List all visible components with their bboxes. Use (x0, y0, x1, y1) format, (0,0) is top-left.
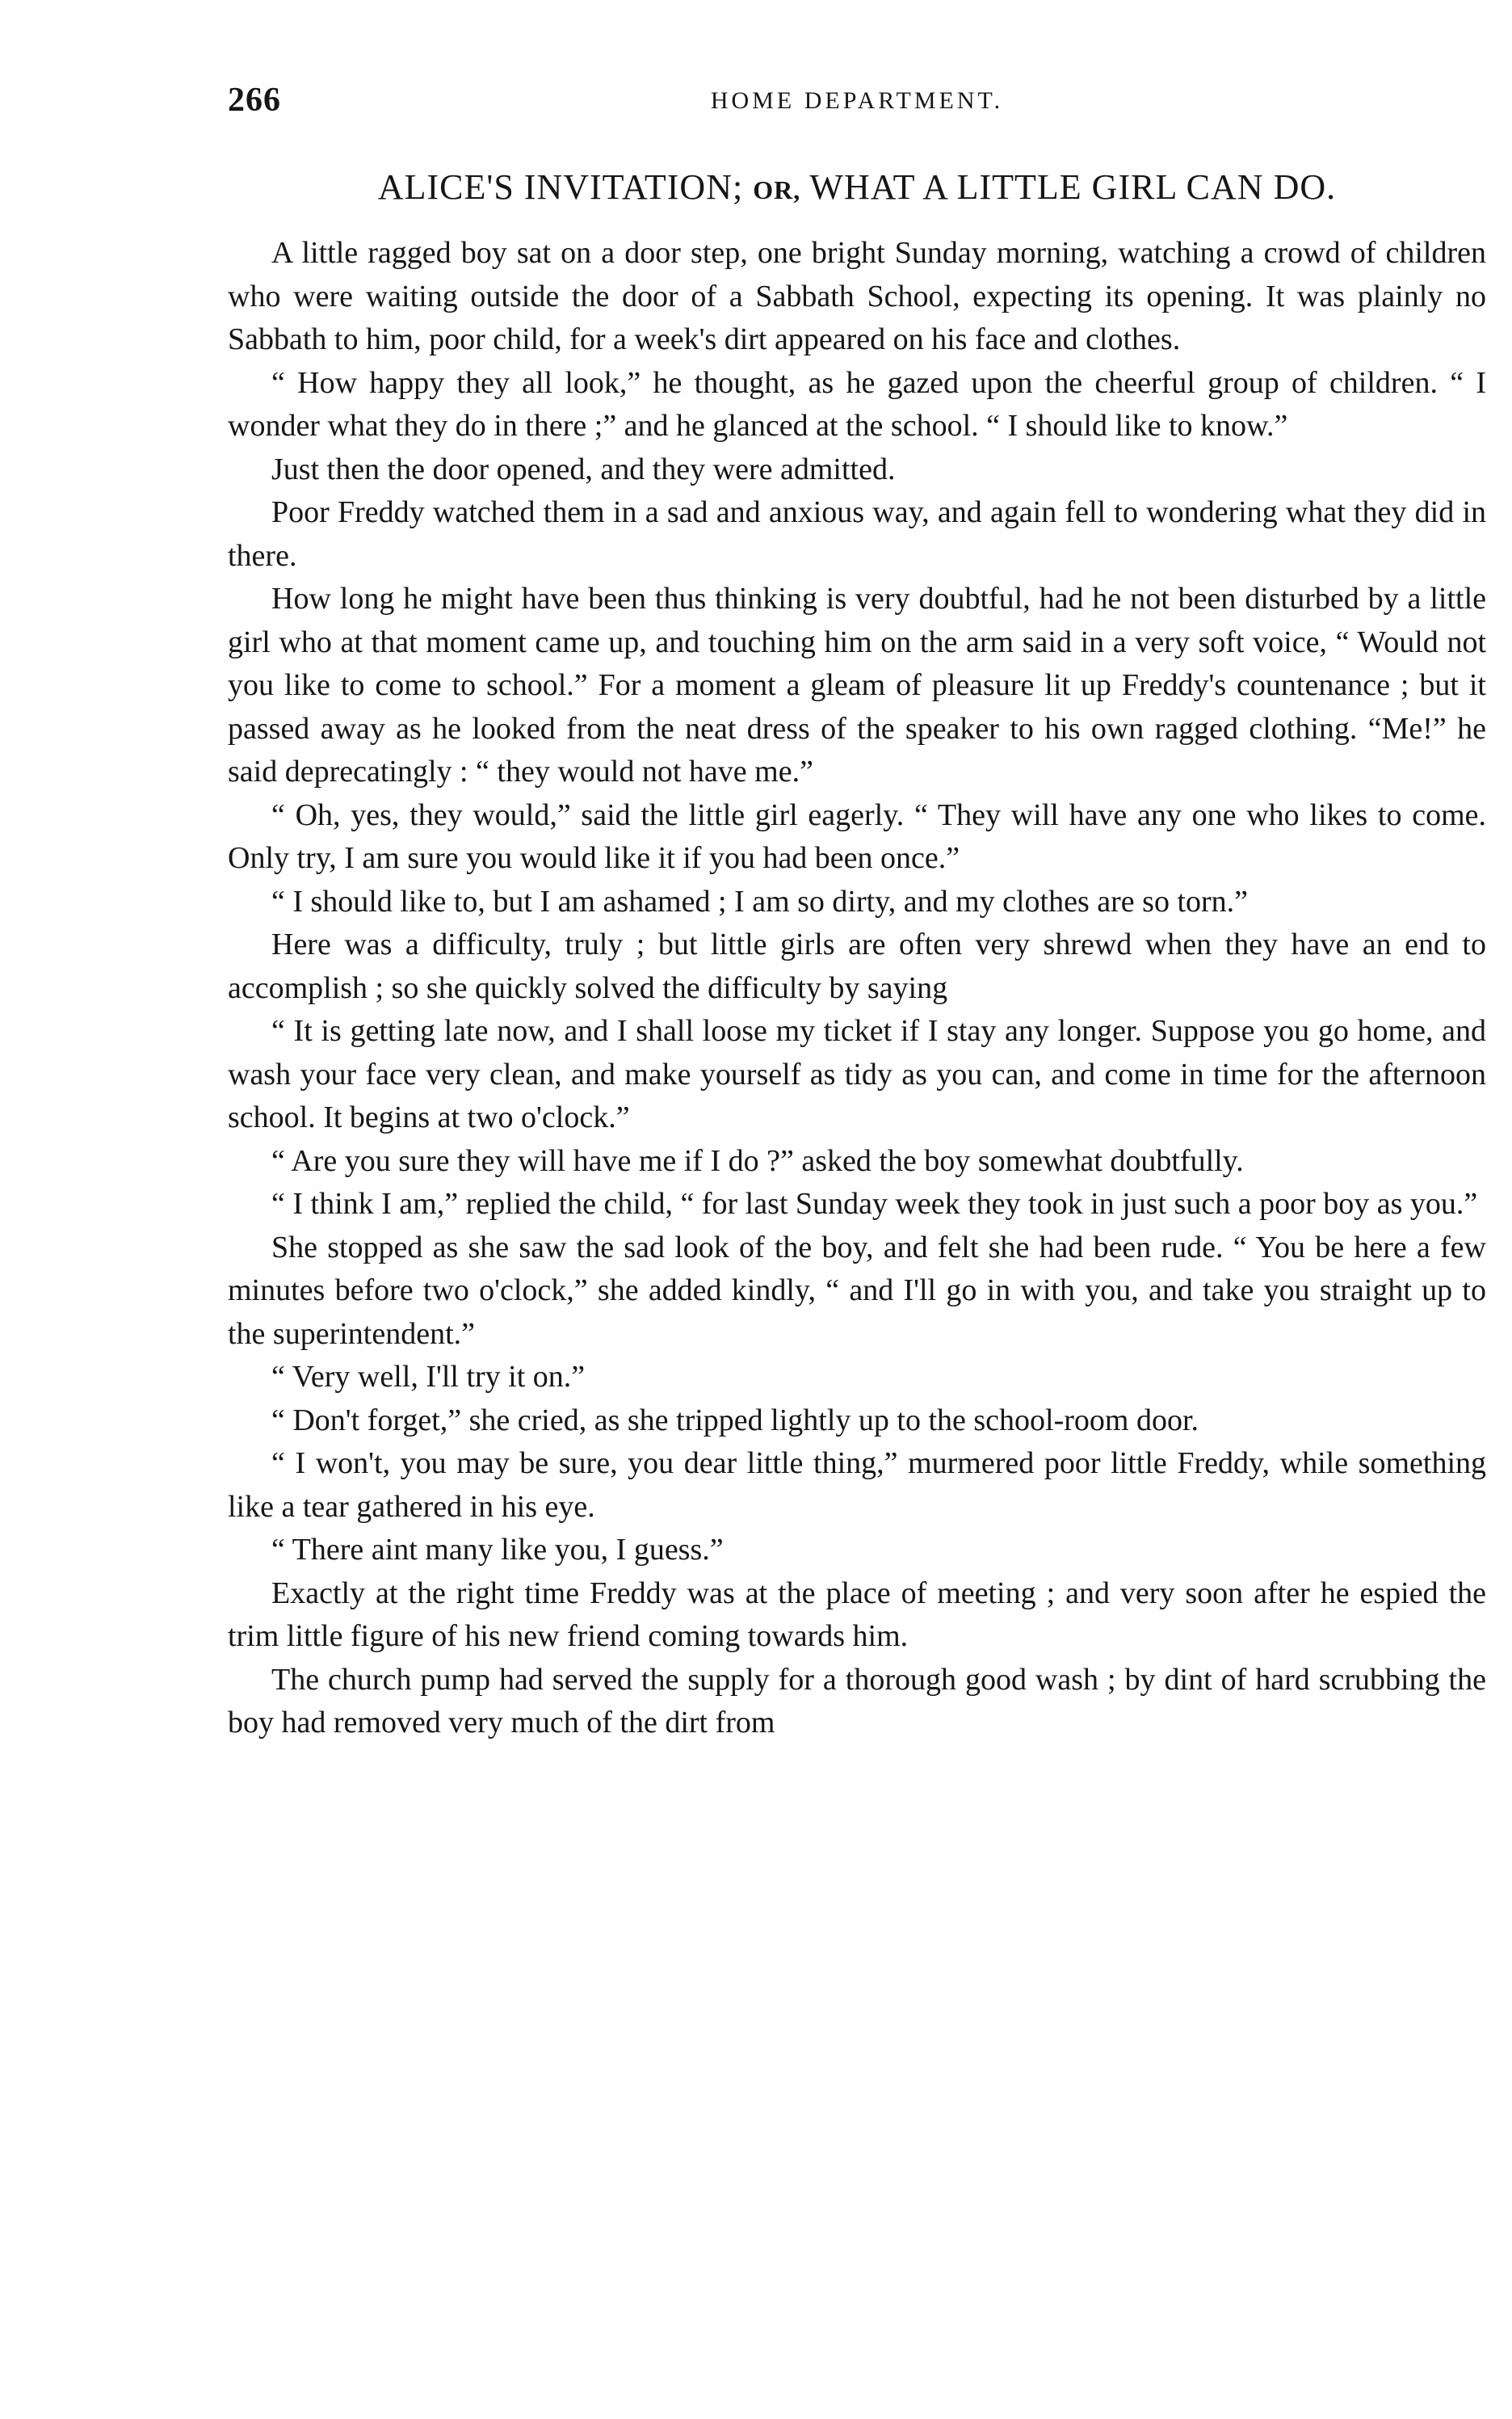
page-number: 266 (228, 82, 281, 119)
paragraph: Exactly at the right time Freddy was at the place of meeting ; and very soon after he espied the trim little figure of his new friend coming towards him. (228, 1576, 1486, 1653)
title-main: ALICE'S INVITATION (377, 167, 733, 207)
paragraph: “ There aint many like you, I guess.” (271, 1533, 724, 1567)
paragraph: A little ragged boy sat on a door step, one bright Sunday morning, watching a crowd of children who were waiting outside the door of a Sabbath School, expecting its opening. It was plainly no Sabbath to him, poor child, for a week's dirt appeared on his face and clothes. (228, 236, 1486, 356)
title-subtitle: WHAT A LITTLE GIRL CAN DO. (800, 167, 1337, 207)
paragraph: “ I won't, you may be sure, you dear little thing,” murmered poor little Freddy, while something like a tear gathered in his eye. (228, 1446, 1486, 1524)
page (228, 81, 1486, 1745)
paragraph: Poor Freddy watched them in a sad and anxious way, and again fell to wondering what they did in there. (228, 495, 1486, 573)
paragraph: “ Oh, yes, they would,” said the little girl eagerly. “ They will have any one who likes to come. Only try, I am sure you would like it if you had been once.” (228, 797, 1486, 875)
paragraph: The church pump had served the supply for a thorough good wash ; by dint of hard scrubbing the boy had removed very much of the dirt from (228, 1662, 1486, 1740)
paragraph: Here was a difficulty, truly ; but little girls are often very shrewd when they have an end to accomplish ; so she quickly solved the difficulty by saying (228, 928, 1486, 1005)
running-head (228, 81, 1486, 129)
article-body (228, 232, 1486, 1745)
title-separator: ; (732, 167, 754, 207)
paragraph: “ Are you sure they will have me if I do ?” asked the boy somewhat doubtfully. (271, 1143, 1244, 1178)
paragraph: How long he might have been thus thinking is very doubtful, had he not been disturbed by a little girl who at that moment came up, and touching him on the arm said in a very soft voice, “ Would not you like to come to school.” For a moment a gleam of pleasure lit up Freddy's countenance ; but it passed away as he looked from the neat dress of the speaker to his own ragged clothing. “Me!” he said deprecatingly : “ they would not have me.” (228, 582, 1486, 789)
paragraph: “ It is getting late now, and I shall loose my ticket if I stay any longer. Suppose you go home, and wash your face very clean, and make yourself as tidy as you can, and come in time for the afternoon school. It begins at two o'clock.” (228, 1014, 1486, 1134)
paragraph: She stopped as she saw the sad look of the boy, and felt she had been rude. “ You be here a few minutes before two o'clock,” she added kindly, “ and I'll go in with you, and take you straight up to the superintendent.” (228, 1230, 1486, 1351)
paragraph: “ I should like to, but I am ashamed ; I am so dirty, and my clothes are so torn.” (271, 884, 1249, 919)
paragraph: “ Very well, I'll try it on.” (271, 1360, 586, 1394)
title-or: OR, (753, 175, 801, 204)
section-header: HOME DEPARTMENT. (710, 87, 1004, 114)
paragraph: “ I think I am,” replied the child, “ for last Sunday week they took in just such a poor boy as you.” (271, 1187, 1478, 1221)
paragraph: “ How happy they all look,” he thought, as he gazed upon the cheerful group of children. “ I wonder what they do in there ;” and he glanced at the school. “ I should like to know.” (228, 365, 1486, 443)
article-title (228, 166, 1486, 208)
paragraph: “ Don't forget,” she cried, as she tripped lightly up to the school-room door. (271, 1403, 1199, 1437)
paragraph: Just then the door opened, and they were admitted. (271, 452, 896, 486)
